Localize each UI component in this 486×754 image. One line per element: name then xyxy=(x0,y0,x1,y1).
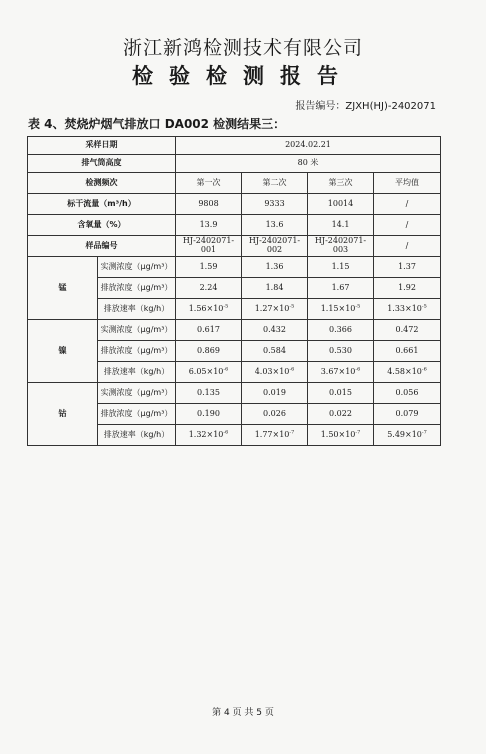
data-cell xyxy=(308,299,374,320)
data-cell xyxy=(242,362,308,383)
company-name: 浙江新鸿检测技术有限公司 xyxy=(122,37,363,59)
value-exponent: -5 xyxy=(223,302,229,309)
data-cell xyxy=(176,320,242,341)
data-cell xyxy=(176,425,242,446)
value-mantissa: 0.472 xyxy=(395,324,419,334)
data-cell xyxy=(308,341,374,362)
page-footer: 第 4 页 共 5 页 xyxy=(212,708,274,718)
value-exponent: -6 xyxy=(289,365,295,372)
freq-cell: 平均值 xyxy=(374,173,441,194)
frequency-label: 检测频次 xyxy=(28,173,176,194)
value-mantissa: 1.59 xyxy=(199,261,218,271)
value-exponent: -6 xyxy=(421,365,427,372)
value-mantissa: 0.584 xyxy=(263,345,286,355)
data-cell xyxy=(308,383,374,404)
data-cell: 9333 xyxy=(242,194,308,215)
parameter-label: 排放速率（kg/h） xyxy=(98,362,176,383)
value-mantissa: 1.15 xyxy=(331,261,350,271)
parameter-label: 排放速率（kg/h） xyxy=(98,299,176,320)
data-cell xyxy=(374,320,441,341)
table-row xyxy=(28,236,441,257)
value-mantissa: 1.56×10 xyxy=(188,303,224,313)
results-table xyxy=(27,136,441,446)
value-mantissa: 1.15×10 xyxy=(320,303,356,313)
data-cell xyxy=(176,404,242,425)
value-exponent: -6 xyxy=(223,428,229,435)
parameter-label: 排放速率（kg/h） xyxy=(98,425,176,446)
value-mantissa: 3.67×10 xyxy=(320,366,356,376)
table-row xyxy=(28,173,441,194)
data-cell xyxy=(242,341,308,362)
parameter-label: 排放浓度（μg/m³） xyxy=(98,341,176,362)
data-cell: HJ-2402071-001 xyxy=(176,236,242,257)
sampling-date-value: 2024.02.21 xyxy=(176,137,441,155)
data-cell xyxy=(176,362,242,383)
value-mantissa: 0.869 xyxy=(197,345,220,355)
data-cell xyxy=(308,404,374,425)
data-cell: / xyxy=(374,215,441,236)
data-cell xyxy=(242,320,308,341)
data-cell xyxy=(242,425,308,446)
value-mantissa: 1.32×10 xyxy=(188,429,224,439)
data-cell: 13.6 xyxy=(242,215,308,236)
data-cell xyxy=(242,383,308,404)
parameter-label: 实测浓度（μg/m³） xyxy=(98,320,176,341)
table-row xyxy=(28,257,441,278)
data-cell xyxy=(176,278,242,299)
value-mantissa: 0.026 xyxy=(263,408,286,418)
parameter-label: 排放浓度（μg/m³） xyxy=(98,404,176,425)
value-mantissa: 0.530 xyxy=(329,345,352,355)
report-title: 检验检测报告 xyxy=(132,64,354,88)
table-title: 表 4、焚烧炉烟气排放口 DA002 检测结果三： xyxy=(28,117,286,131)
data-cell xyxy=(308,278,374,299)
value-exponent: -6 xyxy=(355,365,361,372)
data-cell xyxy=(374,341,441,362)
table-row xyxy=(28,215,441,236)
value-mantissa: 1.50×10 xyxy=(320,429,356,439)
data-cell: / xyxy=(374,236,441,257)
value-exponent: -5 xyxy=(355,302,361,309)
value-mantissa: 0.190 xyxy=(197,408,220,418)
value-mantissa: 0.019 xyxy=(263,387,286,397)
data-cell xyxy=(242,404,308,425)
value-mantissa: 4.58×10 xyxy=(387,366,422,376)
data-cell xyxy=(308,362,374,383)
data-cell xyxy=(242,278,308,299)
value-mantissa: 1.36 xyxy=(265,261,284,271)
data-cell: 14.1 xyxy=(308,215,374,236)
value-exponent: -7 xyxy=(355,428,361,435)
oxygen-label: 含氧量（%） xyxy=(28,215,176,236)
value-mantissa: 1.67 xyxy=(331,282,350,292)
value-exponent: -5 xyxy=(289,302,295,309)
stack-height-label: 排气筒高度 xyxy=(28,155,176,173)
value-mantissa: 0.661 xyxy=(395,345,419,355)
pollutant-name: 镍 xyxy=(28,320,98,383)
data-cell xyxy=(374,404,441,425)
value-exponent: -6 xyxy=(223,365,229,372)
pollutant-name: 锰 xyxy=(28,257,98,320)
parameter-label: 排放浓度（μg/m³） xyxy=(98,278,176,299)
sampling-date-label: 采样日期 xyxy=(28,137,176,155)
data-cell xyxy=(374,257,441,278)
data-cell xyxy=(308,320,374,341)
value-mantissa: 0.135 xyxy=(197,387,220,397)
data-cell xyxy=(242,257,308,278)
freq-cell: 第二次 xyxy=(242,173,308,194)
data-cell xyxy=(374,383,441,404)
value-mantissa: 1.77×10 xyxy=(254,429,290,439)
table-row xyxy=(28,137,441,155)
data-cell xyxy=(308,257,374,278)
data-cell xyxy=(176,257,242,278)
value-exponent: -7 xyxy=(289,428,295,435)
data-cell: HJ-2402071-002 xyxy=(242,236,308,257)
data-cell xyxy=(176,341,242,362)
data-cell: / xyxy=(374,194,441,215)
table-row xyxy=(28,320,441,341)
data-cell xyxy=(176,299,242,320)
data-cell xyxy=(374,299,441,320)
value-mantissa: 1.92 xyxy=(398,282,416,292)
value-mantissa: 1.84 xyxy=(265,282,284,292)
freq-cell: 第一次 xyxy=(176,173,242,194)
data-cell xyxy=(308,425,374,446)
data-cell xyxy=(374,278,441,299)
parameter-label: 实测浓度（μg/m³） xyxy=(98,383,176,404)
value-mantissa: 1.37 xyxy=(398,261,416,271)
value-exponent: -5 xyxy=(421,302,427,309)
value-mantissa: 2.24 xyxy=(199,282,218,292)
stack-height-value: 80 米 xyxy=(176,155,441,173)
table-row xyxy=(28,383,441,404)
data-cell xyxy=(176,383,242,404)
data-cell: 9808 xyxy=(176,194,242,215)
data-cell xyxy=(242,299,308,320)
table-row xyxy=(28,155,441,173)
value-mantissa: 0.366 xyxy=(329,324,352,334)
value-mantissa: 0.079 xyxy=(395,408,419,418)
data-cell xyxy=(374,425,441,446)
flow-label: 标干流量（m³/h） xyxy=(28,194,176,215)
value-mantissa: 0.432 xyxy=(263,324,286,334)
value-mantissa: 0.617 xyxy=(197,324,220,334)
report-number: 报告编号：ZJXH(HJ)-2402071 xyxy=(295,101,436,112)
value-mantissa: 0.015 xyxy=(329,387,352,397)
value-mantissa: 0.056 xyxy=(395,387,419,397)
freq-cell: 第三次 xyxy=(308,173,374,194)
data-cell xyxy=(374,362,441,383)
value-mantissa: 5.49×10 xyxy=(387,429,422,439)
value-mantissa: 1.33×10 xyxy=(387,303,422,313)
parameter-label: 实测浓度（μg/m³） xyxy=(98,257,176,278)
value-mantissa: 6.05×10 xyxy=(188,366,224,376)
data-cell: 13.9 xyxy=(176,215,242,236)
pollutant-name: 钴 xyxy=(28,383,98,446)
value-exponent: -7 xyxy=(421,428,427,435)
data-cell: 10014 xyxy=(308,194,374,215)
value-mantissa: 0.022 xyxy=(329,408,352,418)
sample-no-label: 样品编号 xyxy=(28,236,176,257)
value-mantissa: 4.03×10 xyxy=(254,366,290,376)
value-mantissa: 1.27×10 xyxy=(254,303,290,313)
data-cell: HJ-2402071-003 xyxy=(308,236,374,257)
table-row xyxy=(28,194,441,215)
